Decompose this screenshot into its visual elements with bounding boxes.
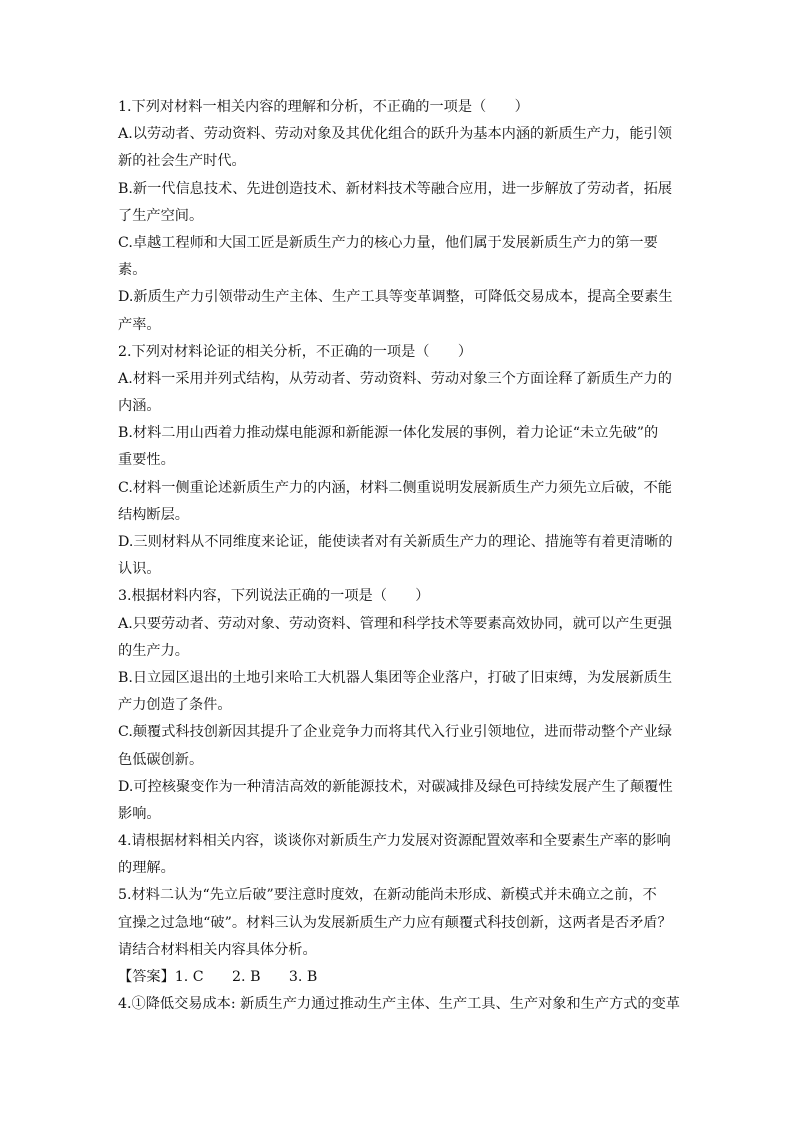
text-line: B.日立园区退出的土地引来哈工大机器人集团等企业落户，打破了旧束缚，为发展新质生	[118, 669, 673, 686]
question-text-block	[118, 94, 678, 1018]
text-line: 内涵。	[118, 398, 161, 415]
text-line: 产率。	[118, 316, 161, 333]
text-line: 色低碳创新。	[118, 751, 204, 768]
text-line: C.颠覆式科技创新因其提升了企业竞争力而将其代入行业引领地位，进而带动整个产业绿	[118, 724, 672, 741]
text-line: C.卓越工程师和大国工匠是新质生产力的核心力量，他们属于发展新质生产力的第一要	[118, 234, 658, 251]
text-line: B.新一代信息技术、先进创造技术、新材料技术等融合应用，进一步解放了劳动者，拓展	[118, 180, 673, 197]
text-line: 4.请根据材料相关内容，谈谈你对新质生产力发展对资源配置效率和全要素生产率的影响	[118, 833, 671, 850]
text-line: 产力创造了条件。	[118, 697, 232, 714]
text-line: B.材料二用山西着力推动煤电能源和新能源一体化发展的事例，着力论证“未立先破”的	[118, 425, 659, 442]
answer-line: 【答案】1. C 2. B 3. B	[118, 969, 318, 985]
text-line: A.只要劳动者、劳动对象、劳动资料、管理和科学技术等要素高效协同，就可以产生更强	[118, 615, 672, 632]
text-line: D.可控核聚变作为一种清洁高效的新能源技术，对碳减排及绿色可持续发展产生了颠覆性	[118, 778, 673, 795]
answer-explanation-line: 4.①降低交易成本: 新质生产力通过推动生产主体、生产工具、生产对象和生产方式的变革	[118, 996, 680, 1013]
text-line: 重要性。	[118, 452, 175, 469]
text-line: 的生产力。	[118, 642, 189, 659]
text-line: 新的社会生产时代。	[118, 153, 246, 170]
text-line: 5.材料二认为“先立后破”要注意时度效，在新动能尚未形成、新模式并未确立之前，不	[118, 887, 657, 904]
text-line: C.材料一侧重论述新质生产力的内涵，材料二侧重说明发展新质生产力须先立后破，不能	[118, 479, 672, 496]
text-line: 了生产空间。	[118, 207, 204, 224]
text-line: 结构断层。	[118, 506, 189, 523]
text-line: 影响。	[118, 805, 161, 822]
text-line: 的理解。	[118, 860, 175, 877]
text-line: D.新质生产力引领带动生产主体、生产工具等变革调整，可降低交易成本，提高全要素生	[118, 289, 673, 306]
text-line: A.材料一采用并列式结构，从劳动者、劳动资料、劳动对象三个方面诠释了新质生产力的	[118, 370, 672, 387]
text-line: 3.根据材料内容，下列说法正确的一项是（ ）	[118, 588, 430, 605]
text-line: 宜操之过急地“破”。材料三认为发展新质生产力应有颠覆式科技创新，这两者是否矛盾？	[118, 914, 672, 931]
text-line: 1.下列对材料一相关内容的理解和分析，不正确的一项是（ ）	[118, 99, 529, 115]
text-line: 请结合材料相关内容具体分析。	[118, 941, 317, 958]
text-line: 认识。	[118, 561, 161, 578]
text-line: D.三则材料从不同维度来论证，能使读者对有关新质生产力的理论、措施等有着更清晰的	[118, 534, 673, 550]
text-line: 素。	[118, 262, 147, 279]
text-line: 2.下列对材料论证的相关分析，不正确的一项是（ ）	[118, 343, 473, 360]
text-line: A.以劳动者、劳动资料、劳动对象及其优化组合的跃升为基本内涵的新质生产力，能引领	[118, 126, 672, 143]
